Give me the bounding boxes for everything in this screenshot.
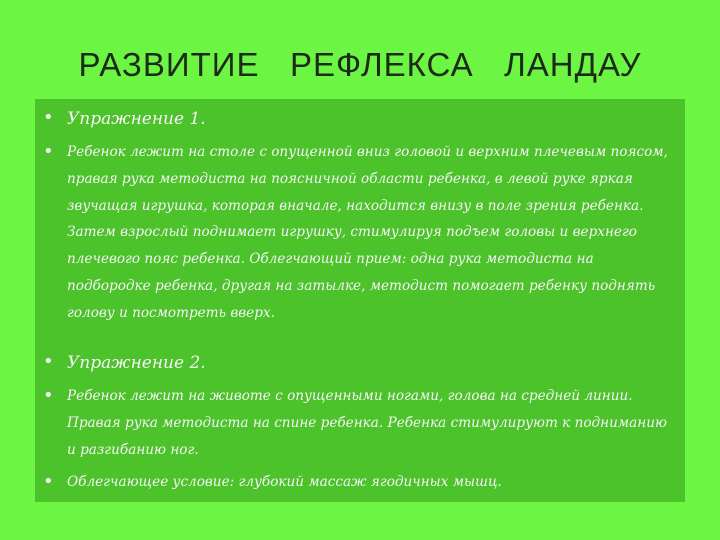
bullet-icon: • [43, 107, 54, 128]
exercise-2-heading: Упражнение 2. [67, 353, 206, 373]
bullet-icon: • [43, 385, 54, 406]
bullet-icon: • [43, 351, 54, 372]
exercise-1-description: Ребенок лежит на столе с опущенной вниз головой и верхним плечевым поясом, правая рука методиста на поясничной области ребенка, в левой руке яркая звучащая игрушка, которая вначале, находится внизу в поле зрения ребенка. Затем взрослый поднимает игрушку, стимулируя подъем головы и верхнего плечевого пояс ребенка. Облегчающий прием: одна рука методиста на подбородке ребенка, другая на затылке, методист помогает ребенку поднять голову и посмотреть вверх. [67, 144, 668, 321]
content-panel [35, 99, 685, 502]
facilitating-condition: Облегчающее условие: глубокий массаж ягодичных мышц. [67, 474, 502, 490]
slide-title: РАЗВИТИЕ РЕФЛЕКСА ЛАНДАУ [78, 46, 642, 83]
bullet-icon: • [43, 471, 54, 492]
bullet-icon: • [43, 141, 54, 162]
exercise-2-description: Ребенок лежит на животе с опущенными ногами, голова на средней линии. Правая рука методиста на спине ребенка. Ребенка стимулируют к подниманию и разгибанию ног. [67, 388, 667, 458]
exercise-1-heading: Упражнение 1. [67, 109, 206, 129]
